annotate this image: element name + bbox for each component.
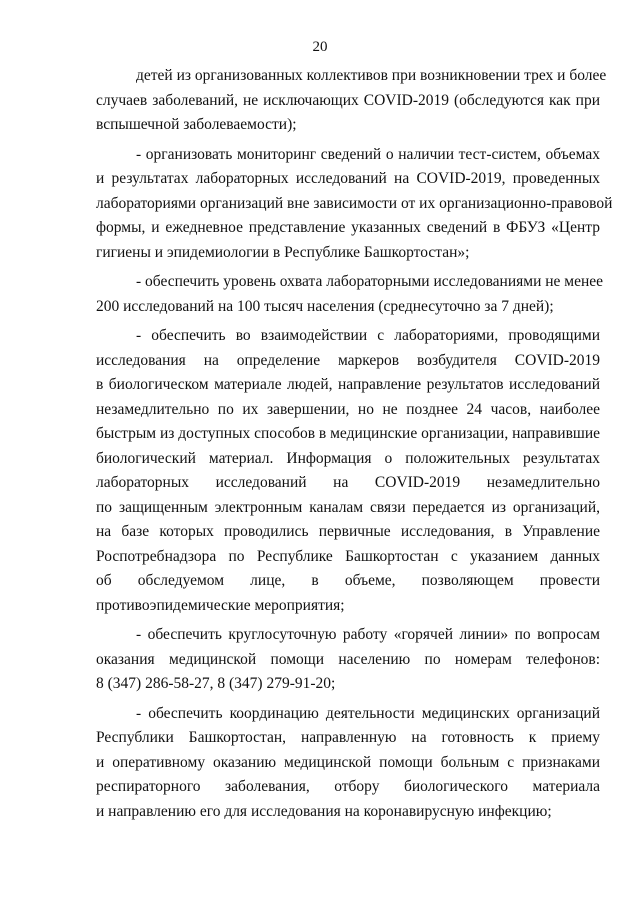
text-line: - обеспечить уровень охвата лабораторными исследованиями не менее [136,273,604,290]
text-line: оказания медицинской помощи населению по номерам телефонов: [96,650,600,668]
text-line: лабораторных исследований на COVID-2019 незамедлительно [96,474,600,491]
text-line: противоэпидемические мероприятия; [96,596,345,614]
text-line: Республики Башкортостан, направленную на готовность к приему [96,729,600,746]
text-line: биологический материал. Информация о положительных результатах [96,449,600,467]
paragraph-hotline [96,623,600,697]
text-line: - обеспечить координацию деятельности медицинских организаций [136,704,600,722]
paragraph-coverage [96,270,604,319]
text-line: и результатах лабораторных исследований на COVID-2019, проведенных [96,170,600,187]
paragraph-continuation [96,64,607,138]
text-line: - обеспечить круглосуточную работу «горячей линии» по вопросам [136,626,600,643]
document-body [96,64,613,829]
text-line: по защищенным электронным каналам связи передается из организаций, [96,498,600,516]
paragraph-coordination [96,702,600,825]
text-line: вспышечной заболеваемости); [96,116,297,133]
text-line: гигиены и эпидемиологии в Республике Башкортостан»; [96,243,470,261]
text-line: формы, и ежедневное представление указанных сведений в ФБУЗ «Центр [96,219,600,236]
text-line: быстрым из доступных способов в медицинские организации, направившие [96,425,601,442]
text-line: детей из организованных коллективов при возникновении трех и более [136,67,607,84]
paragraph-laboratories [96,324,600,618]
text-line: незамедлительно по их завершении, но не позднее 24 часов, наиболее [96,400,600,418]
text-line: респираторного заболевания, отбору биологического материала [96,778,600,795]
text-line: - обеспечить во взаимодействии с лабораториями, проводящими [136,327,600,344]
text-line: и направлению его для исследования на коронавирусную инфекцию; [96,802,552,820]
text-line: 200 исследований на 100 тысяч населения (среднесуточно за 7 дней); [96,297,554,315]
text-line: на базе которых проводились первичные исследования, в Управление [96,523,600,540]
text-line: исследования на определение маркеров возбудителя COVID-2019 [96,351,600,369]
text-line: и оперативному оказанию медицинской помощи больным с признаками [96,753,600,771]
text-line: 8 (347) 286-58-27, 8 (347) 279-91-20; [96,675,336,692]
text-line: Роспотребнадзора по Республике Башкортостан с указанием данных [96,547,600,565]
text-line: случаев заболеваний, не исключающих COVID-2019 (обследуются как при [96,91,600,109]
page-number: 20 [312,39,328,55]
text-line: - организовать мониторинг сведений о наличии тест-систем, объемах [136,145,600,163]
text-line: лабораториями организаций вне зависимости от их организационно-правовой [96,194,613,212]
paragraph-monitoring [96,143,613,266]
text-line: об обследуемом лице, в объеме, позволяющем провести [96,572,600,589]
text-line: в биологическом материале людей, направление результатов исследований [96,376,600,393]
